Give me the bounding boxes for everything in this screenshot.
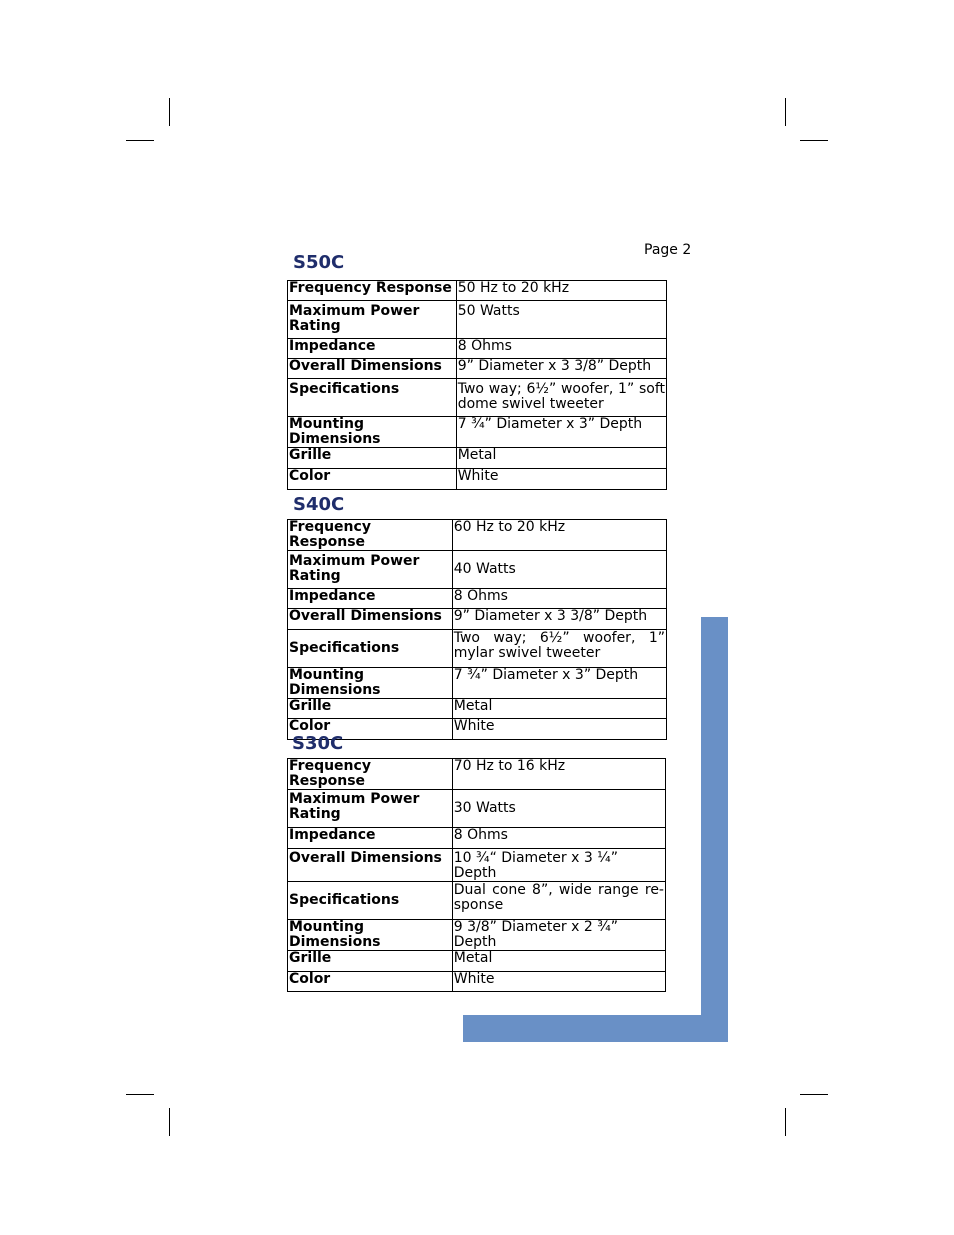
row-label: Overall Dimensions [288, 849, 453, 882]
spec-table-s30c [287, 758, 666, 992]
crop-mark [800, 140, 828, 141]
spec-table-s50c [287, 280, 667, 490]
row-value: 8 Ohms [452, 589, 666, 609]
table-row [288, 379, 667, 417]
table-row [288, 469, 667, 490]
row-value: 7 ¾” Diameter x 3” Depth [456, 417, 666, 448]
crop-mark [169, 1108, 170, 1136]
row-value: 9” Diameter x 3 3/8” Depth [456, 359, 666, 379]
table-row [288, 551, 667, 589]
row-value: 10 ¾“ Diameter x 3 ¼” Depth [452, 849, 665, 882]
row-value: Dual cone 8”, wide range re-sponse [452, 882, 665, 920]
crop-mark [126, 1094, 154, 1095]
table-row [288, 630, 667, 668]
row-value: 60 Hz to 20 kHz [452, 520, 666, 551]
table-row [288, 920, 666, 951]
row-label: Grille [288, 951, 453, 972]
table-row [288, 882, 666, 920]
row-label: Frequency Response [288, 759, 453, 790]
table-row [288, 339, 667, 359]
row-value: 50 Hz to 20 kHz [456, 281, 666, 301]
row-value: Metal [452, 951, 665, 972]
crop-mark [800, 1094, 828, 1095]
row-label: Mounting Dimensions [288, 417, 457, 448]
row-label: Color [288, 469, 457, 490]
table-row [288, 609, 667, 630]
row-label: Maximum Power Rating [288, 301, 457, 339]
spec-table-s40c [287, 519, 667, 740]
row-value: 9 3/8” Diameter x 2 ¾” Depth [452, 920, 665, 951]
row-value: Two way; 6½” woofer, 1” soft dome swivel tweeter [456, 379, 666, 417]
row-value: Two way; 6½” woofer, 1” mylar swivel tweeter [452, 630, 666, 668]
table-row [288, 417, 667, 448]
row-label: Mounting Dimensions [288, 668, 453, 699]
page-number: Page 2 [644, 242, 692, 258]
table-row [288, 699, 667, 719]
table-row [288, 790, 666, 828]
table-row [288, 972, 666, 992]
row-label: Maximum Power Rating [288, 790, 453, 828]
row-label: Specifications [288, 630, 453, 668]
row-label: Color [288, 719, 453, 740]
table-row [288, 448, 667, 469]
row-label: Maximum Power Rating [288, 551, 453, 589]
table-row [288, 520, 667, 551]
row-label: Color [288, 972, 453, 992]
row-value: 8 Ohms [456, 339, 666, 359]
decorative-bar-horizontal [463, 1015, 728, 1042]
table-row [288, 281, 667, 301]
row-value: Metal [452, 699, 666, 719]
crop-mark [785, 98, 786, 126]
table-row [288, 828, 666, 849]
row-value: Metal [456, 448, 666, 469]
table-row [288, 759, 666, 790]
row-value: White [452, 719, 666, 740]
table-row [288, 719, 667, 740]
row-value: 50 Watts [456, 301, 666, 339]
section-title-s40c: S40C [293, 494, 345, 515]
row-label: Grille [288, 699, 453, 719]
section-title-s30c: S30C [292, 733, 344, 754]
crop-mark [126, 140, 154, 141]
row-value: 40 Watts [452, 551, 666, 589]
row-label: Specifications [288, 379, 457, 417]
row-value: White [456, 469, 666, 490]
row-label: Specifications [288, 882, 453, 920]
table-row [288, 951, 666, 972]
row-label: Impedance [288, 339, 457, 359]
row-label: Mounting Dimensions [288, 920, 453, 951]
row-value: 7 ¾” Diameter x 3” Depth [452, 668, 666, 699]
row-label: Overall Dimensions [288, 609, 453, 630]
crop-mark [785, 1108, 786, 1136]
decorative-bar-vertical [701, 617, 728, 1042]
row-label: Impedance [288, 828, 453, 849]
row-value: 70 Hz to 16 kHz [452, 759, 665, 790]
table-row [288, 668, 667, 699]
row-value: White [452, 972, 665, 992]
row-label: Overall Dimensions [288, 359, 457, 379]
table-row [288, 849, 666, 882]
row-label: Frequency Response [288, 520, 453, 551]
row-value: 30 Watts [452, 790, 665, 828]
row-value: 9” Diameter x 3 3/8” Depth [452, 609, 666, 630]
row-value: 8 Ohms [452, 828, 665, 849]
table-row [288, 359, 667, 379]
row-label: Frequency Response [288, 281, 457, 301]
row-label: Grille [288, 448, 457, 469]
crop-mark [169, 98, 170, 126]
table-row [288, 301, 667, 339]
table-row [288, 589, 667, 609]
section-title-s50c: S50C [293, 252, 345, 273]
row-label: Impedance [288, 589, 453, 609]
